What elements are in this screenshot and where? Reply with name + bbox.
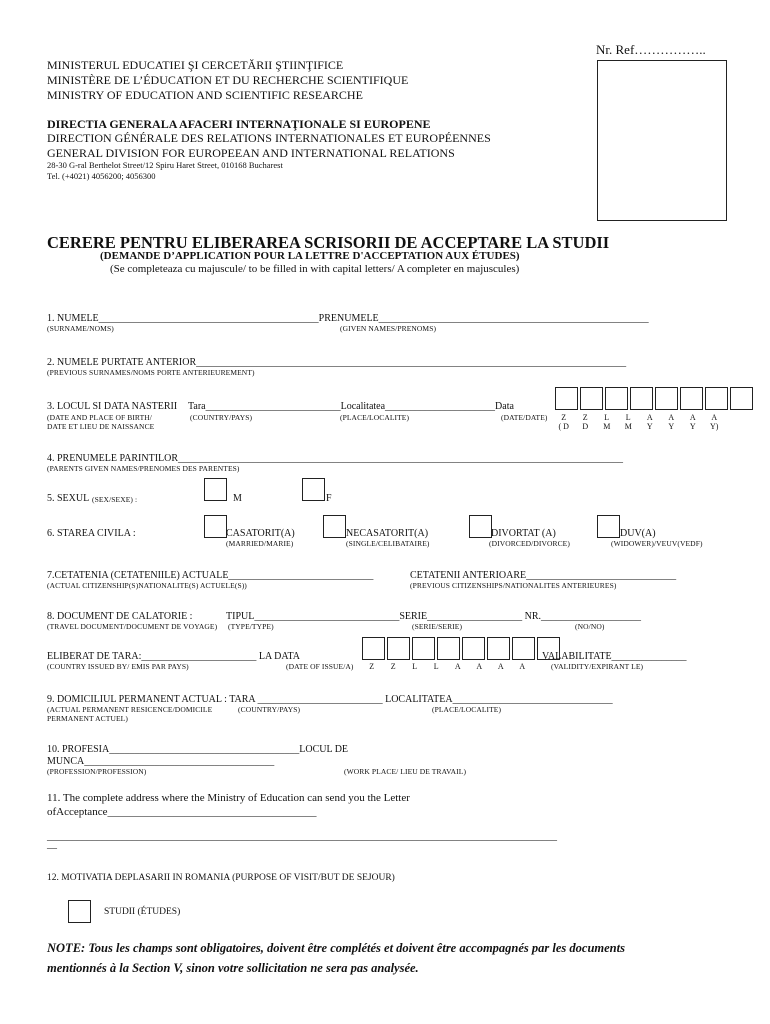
division-ro: DIRECTIA GENERALA AFACERI INTERNAŢIONALE SI EUROPENE [47,117,431,131]
single-caption: (SINGLE/CELIBATAIRE) [346,539,430,548]
divorced-checkbox[interactable] [469,515,492,538]
note-line-2: mentionnés à la Section V, sinon votre sollicitation ne sera pas analysée. [47,961,419,975]
married-label: CASATORIT(A) [226,528,295,539]
sex-female-checkbox[interactable] [302,478,325,501]
purpose-label: 12. MOTIVATIA DEPLASARII IN ROMANIA (PURPOSE OF VISIT/BUT DE SEJOUR) [47,873,395,883]
citizenship-caption: (ACTUAL CITIZENSHIP(S)NATIONALITE(S) ACTUELE(S)) [47,581,247,590]
travel-document-line[interactable]: TIPUL_____________________________SERIE___________________ NR.____________________ [226,611,641,622]
previous-citizenship-caption: (PREVIOUS CITIZENSHIPS/NATIONALITES ANTERIEURES) [410,581,617,590]
address: 28-30 G-ral Berthelot Street/12 Spiru Haret Street, 010168 Bucharest [47,160,283,170]
sex-label: 5. SEXUL [47,493,90,504]
telephone: Tel. (+4021) 4056200; 4056300 [47,171,156,181]
residence-place-caption: (PLACE/LOCALITE) [432,705,502,714]
divorced-label: DIVORTAT (A) [491,528,556,539]
date-box[interactable] [362,637,385,660]
type-caption: (TYPE/TYPE) [228,622,274,631]
date-box[interactable] [680,387,703,410]
surname-caption: (SURNAME/NOMS) [47,324,114,333]
date-letter: L [604,413,610,422]
date-box[interactable] [655,387,678,410]
previous-citizenship-line[interactable]: CETATENII ANTERIOARE______________________________ [410,570,677,581]
previous-surnames-caption: (PREVIOUS SURNAMES/NOMS PORTE ANTERIEUREMENT) [47,368,255,377]
date-box[interactable] [730,387,753,410]
date-letter: Y [646,422,653,431]
workplace-line[interactable]: MUNCA______________________________________ [47,756,275,767]
single-checkbox[interactable] [323,515,346,538]
given-names-caption: (GIVEN NAMES/PRENOMS) [340,324,437,333]
date-format-letters [553,413,725,422]
date-letter: Y [668,422,675,431]
division-en: GENERAL DIVISION FOR EUROPEEAN AND INTERNATIONAL RELATIONS [47,146,455,160]
nr-caption: (NO/NO) [575,622,605,631]
date-letter: ( D [558,422,569,431]
field-parents-line[interactable]: 4. PRENUMELE PARINTILOR_________________________________________________________________________________________ [47,453,624,464]
travel-doc-caption: (TRAVEL DOCUMENT/DOCUMENT DE VOYAGE) [47,622,218,631]
date-caption: (DATE/DATE) [501,413,548,422]
sex-male-label: M [233,493,242,504]
issue-date-boxes[interactable] [362,637,562,660]
widowed-caption: (WIDOWER)/VEUV(VEDF) [611,539,703,548]
date-letter: Z [561,413,567,422]
issued-by-line[interactable]: ELIBERAT DE TARA:_______________________ LA DATA [47,651,301,662]
divorced-caption: (DIVORCED/DIVORCE) [489,539,570,548]
residence-caption-2: PERMANENT ACTUEL) [47,714,128,723]
married-caption: (MARRIED/MARIE) [226,539,294,548]
travel-document-label: 8. DOCUMENT DE CALATORIE : [47,611,193,622]
parents-caption: (PARENTS GIVEN NAMES/PRENOMES DES PARENTES) [47,464,240,473]
date-letter: A [454,662,461,671]
address-question: 11. The complete address where the Ministry of Education can send you the Letter [47,792,410,804]
date-box[interactable] [387,637,410,660]
single-label: NECASATORIT(A) [346,528,429,539]
photo-box[interactable] [597,60,727,221]
validity-line[interactable]: VALABILITATE_______________ [542,651,687,662]
studies-label: STUDII (ÉTUDES) [104,907,181,917]
date-letter: A [668,413,675,422]
note-line-1: NOTE: Tous les champs sont obligatoires, doivent être complétés et doivent être accompagnés par les documents [47,941,625,955]
date-box[interactable] [487,637,510,660]
civil-status-label: 6. STAREA CIVILA : [47,528,136,539]
issue-date-letters [361,662,533,671]
date-letter: A [711,413,718,422]
birth-caption-1: (DATE AND PLACE OF BIRTH/ [47,413,152,422]
date-box[interactable] [437,637,460,660]
date-box[interactable] [580,387,603,410]
date-letter: A [476,662,483,671]
date-format-letters-en [553,422,725,431]
citizenship-line[interactable]: 7.CETATENIA (CETATENIILE) ACTUALE_____________________________ [47,570,374,581]
form-instructions: (Se completeaza cu majuscule/ to be filled in with capital letters/ A completer en majuscules) [110,263,520,275]
sex-caption: (SEX/SEXE) : [92,495,138,504]
date-letter: M [624,422,632,431]
profession-caption: (PROFESSION/PROFESSION) [47,767,147,776]
married-checkbox[interactable] [204,515,227,538]
date-letter: Y) [710,422,719,431]
date-letter: A [646,413,653,422]
date-box[interactable] [512,637,535,660]
residence-country-caption: (COUNTRY/PAYS) [238,705,301,714]
date-box[interactable] [630,387,653,410]
date-box[interactable] [605,387,628,410]
date-letter: L [433,662,439,671]
birth-label: 3. LOCUL SI DATA NASTERII [47,401,178,412]
address-extra-dash: — [47,843,57,854]
date-letter: Z [582,413,588,422]
residence-caption: (ACTUAL PERMANENT RESICENCE/DOMICILE [47,705,213,714]
sex-male-checkbox[interactable] [204,478,227,501]
ministry-fr: MINISTÈRE DE L’ÉDUCATION ET DU RECHERCHE SCIENTIFIQUE [47,73,409,87]
validity-caption: (VALIDITY/EXPIRANT LE) [551,662,644,671]
date-box[interactable] [412,637,435,660]
profession-line[interactable]: 10. PROFESIA______________________________________LOCUL DE [47,744,349,755]
field-surname-line[interactable]: 1. NUMELE____________________________________________PRENUMELE______________________________________________________ [47,313,649,324]
date-box[interactable] [462,637,485,660]
birth-fields-line[interactable]: Tara___________________________Localitatea______________________Data [188,401,514,412]
country-caption: (COUNTRY/PAYS) [190,413,253,422]
nr-ref: Nr. Ref…………….. [596,42,706,57]
widowed-checkbox[interactable] [597,515,620,538]
division-fr: DIRECTION GÉNÉRALE DES RELATIONS INTERNATIONALES ET EUROPÉENNES [47,131,491,145]
issued-by-caption: (COUNTRY ISSUED BY/ EMIS PAR PAYS) [47,662,189,671]
form-subtitle: (DEMANDE D’APPLICATION POUR LA LETTRE D'ACCEPTATION AUX ÉTUDES) [100,250,520,262]
address-extra-line[interactable]: ______________________________________________________________________________________________________ [47,831,557,842]
form-title: CERERE PENTRU ELIBERAREA SCRISORII DE ACCEPTARE LA STUDII [47,233,610,252]
studies-checkbox[interactable] [68,900,91,923]
date-letter: A [497,662,504,671]
field-previous-surnames-line[interactable]: 2. NUMELE PURTATE ANTERIOR______________________________________________________________________________________ [47,357,627,368]
place-caption: (PLACE/LOCALITE) [340,413,410,422]
birth-date-boxes[interactable] [555,387,755,410]
date-letter: L [412,662,418,671]
date-letter: Z [390,662,396,671]
date-letter: D [582,422,589,431]
residence-line[interactable]: 9. DOMICILIUL PERMANENT ACTUAL : TARA _________________________ LOCALITATEA________________________________ [47,694,613,705]
date-letter: A [689,413,696,422]
date-letter: Y [689,422,696,431]
date-letter: A [519,662,526,671]
date-box[interactable] [555,387,578,410]
date-box[interactable] [705,387,728,410]
workplace-caption: (WORK PLACE/ LIEU DE TRAVAIL) [344,767,467,776]
date-letter: L [625,413,631,422]
date-letter: M [603,422,611,431]
issue-date-caption: (DATE OF ISSUE/A) [286,662,354,671]
acceptance-address-line[interactable]: ofAcceptance______________________________________ [47,806,317,818]
date-letter: Z [369,662,375,671]
ministry-ro: MINISTERUL EDUCATIEI ŞI CERCETĂRII ŞTIINŢIFICE [47,58,344,72]
serie-caption: (SERIE/SERIE) [412,622,463,631]
birth-caption-1b: DATE ET LIEU DE NAISSANCE [47,422,155,431]
ministry-en: MINISTRY OF EDUCATION AND SCIENTIFIC RESEARCHE [47,88,363,102]
widowed-label: DUV(A) [620,528,656,539]
sex-female-label: F [326,493,332,504]
